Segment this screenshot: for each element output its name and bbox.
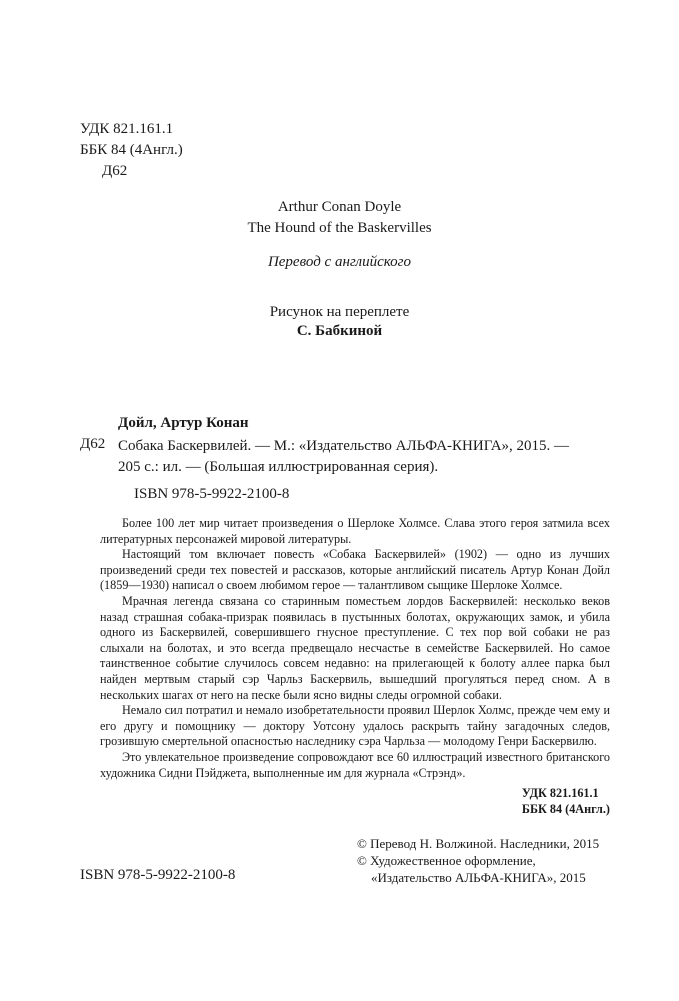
copyright-block [357, 835, 599, 886]
author-sign: Д62 [102, 163, 128, 179]
udk-code: УДК 821.161.1 [80, 121, 174, 137]
catalog-isbn: ISBN 978-5-9922-2100-8 [134, 486, 290, 502]
annotation-paragraph: Настоящий том включает повесть «Собака Баскервилей» (1902) — одно из лучших произведений среди тех повестей и рассказов, которые английский писатель Артур Конан Дойл (1859—1930) написал о своем любимом герое — талантливом сыщике Шерлоке Холмсе. [100, 547, 610, 593]
bottom-udk: УДК 821.161.1 [521, 786, 599, 800]
cover-art-label: Рисунок на переплете [269, 304, 410, 320]
annotation [100, 516, 610, 781]
annotation-paragraph: Мрачная легенда связана со старинным поместьем лордов Баскервилей: несколько веков назад страшная собака-призрак появилась в пустынных болотах, окружающих замок, и убила одного из Баскервилей, совершившего гнусное преступление. С тех пор вой собаки не раз слыхали на болотах, и это всегда предвещало несчастье в семействе Баскервилей. Но самое таинственное событие случилось совсем недавно: на прилегающей к болоту аллее парка был найден мертвым старый сэр Чарльз Баскервиль, вышедший прогуляться перед сном. А в нескольких шагах от него на песке были ясно видны следы огромной собаки. [100, 593, 610, 702]
bottom-bbk: ББК 84 (4Англ.) [521, 802, 610, 816]
catalog-code: Д62 [80, 436, 106, 452]
copyright-line-1: © Перевод Н. Волжиной. Наследники, 2015 [357, 836, 600, 851]
annotation-paragraph: Более 100 лет мир читает произведения о Шерлоке Холмсе. Слава этого героя затмила всех литературных персонажей мировой литературы. [100, 516, 610, 546]
bbk-code: ББК 84 (4Англ.) [80, 142, 183, 158]
cover-art-artist: С. Бабкиной [296, 323, 383, 339]
translation-note: Перевод с английского [267, 254, 412, 270]
catalog-entry [118, 436, 569, 478]
catalog-author: Дойл, Артур Конан [118, 415, 249, 431]
catalog-line-2: 205 с.: ил. — (Большая иллюстрированная серия). [118, 459, 439, 475]
classification-block [80, 119, 183, 182]
copyright-line-2: © Художественное оформление, [357, 853, 536, 868]
original-author: Arthur Conan Doyle [277, 199, 402, 215]
copyright-line-3: «Издательство АЛЬФА-КНИГА», 2015 [371, 870, 586, 885]
catalog-line-1: Собака Баскервилей. — М.: «Издательство АЛЬФА-КНИГА», 2015. — [118, 438, 570, 454]
original-title: The Hound of the Baskervilles [247, 220, 432, 236]
bottom-classification [522, 785, 610, 817]
bottom-isbn: ISBN 978-5-9922-2100-8 [80, 867, 236, 883]
annotation-paragraph: Это увлекательное произведение сопровождают все 60 иллюстраций известного британского художника Сидни Пэйджета, выполненные им для журнала «Стрэнд». [100, 749, 610, 780]
annotation-paragraph: Немало сил потратил и немало изобретательности проявил Шерлок Холмс, прежде чем ему и его другу и помощнику — доктору Уотсону удалось раскрыть тайну загадочных следов, грозившую смертельной опасностью наследнику сэра Чарльза — молодому Генри Баскервилю. [100, 703, 610, 749]
